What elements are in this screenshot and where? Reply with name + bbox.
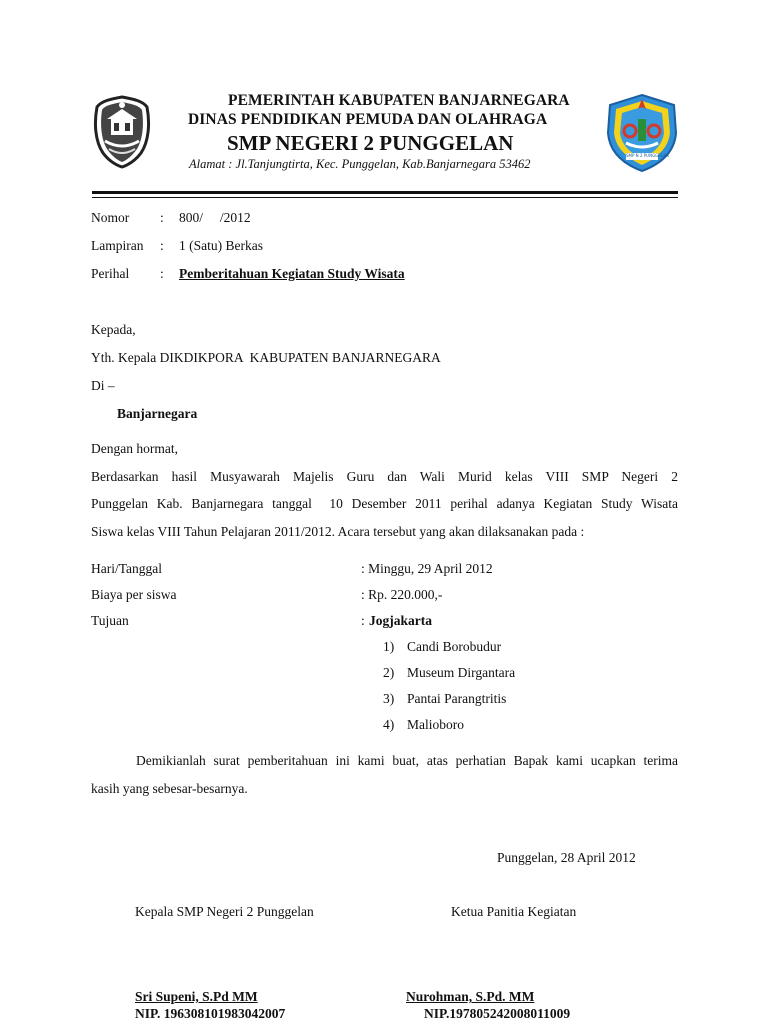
body-line: Siswa kelas VIII Tahun Pelajaran 2011/2012. Acara tersebut yang akan dilaksanakan pada : [91,523,585,539]
tujuan-value: Jogjakarta [369,613,432,628]
biaya-label: Biaya per siswa [91,587,177,602]
lampiran-value: 1 (Satu) Berkas [179,238,263,253]
regency-crest-icon [91,93,153,169]
greeting: Dengan hormat, [91,441,178,456]
destination-number: 4) [383,717,395,732]
header-department-line: DINAS PENDIDIKAN PEMUDA DAN OLAHRAGA [188,111,548,128]
destination-number: 1) [383,639,395,654]
header-government-line: PEMERINTAH KABUPATEN BANJARNEGARA [228,92,570,109]
school-emblem-icon [604,93,680,173]
right-signer-nip: NIP.197805242008011009 [424,1006,571,1021]
tujuan-label: Tujuan [91,613,129,628]
closing-line: kasih yang sebesar-besarnya. [91,781,248,796]
header-rule-thin [92,197,678,198]
closing-paragraph [91,747,678,803]
left-signer-nip: NIP. 196308101983042007 [135,1006,286,1021]
destination-name: Candi Borobudur [407,639,502,654]
nomor-colon: : [160,210,164,225]
biaya-value: : Rp. 220.000,- [361,587,443,602]
closing-line: Demikianlah surat pemberitahuan ini kami buat, atas perhatian Bapak kami ucapkan terima [136,753,678,768]
destination-number: 2) [383,665,395,680]
destination-name: Pantai Parangtritis [407,691,507,706]
body-paragraph [91,463,678,545]
header-rule-thick [92,191,678,194]
school-name-title: SMP NEGERI 2 PUNGGELAN [227,131,514,155]
perihal-label: Perihal [91,266,130,281]
body-line: Punggelan Kab. Banjarnegara tanggal 10 Desember 2011 perihal adanya Kegiatan Study Wisata [91,496,678,512]
recipient-city: Banjarnegara [117,406,198,421]
destination-name: Malioboro [407,717,464,732]
left-signer-name: Sri Supeni, S.Pd MM [135,989,258,1004]
right-signer-title: Ketua Panitia Kegiatan [451,904,577,919]
right-signer-name: Nurohman, S.Pd. MM [406,989,535,1004]
school-emblem-caption: SMP N 2 PUNGGELAN [626,153,669,158]
recipient-yth: Yth. Kepala DIKDIKPORA KABUPATEN BANJARNEGARA [91,350,441,365]
nomor-value: 800/ /2012 [179,210,251,225]
nomor-label: Nomor [91,210,130,225]
recipient-di: Di – [91,378,115,393]
lampiran-colon: : [160,238,164,253]
tujuan-colon: : [361,613,365,628]
recipient-kepada: Kepada, [91,322,136,337]
body-line: Berdasarkan hasil Musyawarah Majelis Guru dan Wali Murid kelas VIII SMP Negeri 2 [91,469,678,484]
place-date: Punggelan, 28 April 2012 [497,850,636,865]
perihal-value: Pemberitahuan Kegiatan Study Wisata [179,266,405,281]
destination-name: Museum Dirgantara [407,665,516,680]
destination-number: 3) [383,691,395,706]
perihal-colon: : [160,266,164,281]
school-address: Alamat : Jl.Tanjungtirta, Kec. Punggelan, Kab.Banjarnegara 53462 [189,157,531,171]
hari-value: : Minggu, 29 April 2012 [361,561,493,576]
hari-label: Hari/Tanggal [91,561,163,576]
lampiran-label: Lampiran [91,238,144,253]
left-signer-title: Kepala SMP Negeri 2 Punggelan [135,904,314,919]
